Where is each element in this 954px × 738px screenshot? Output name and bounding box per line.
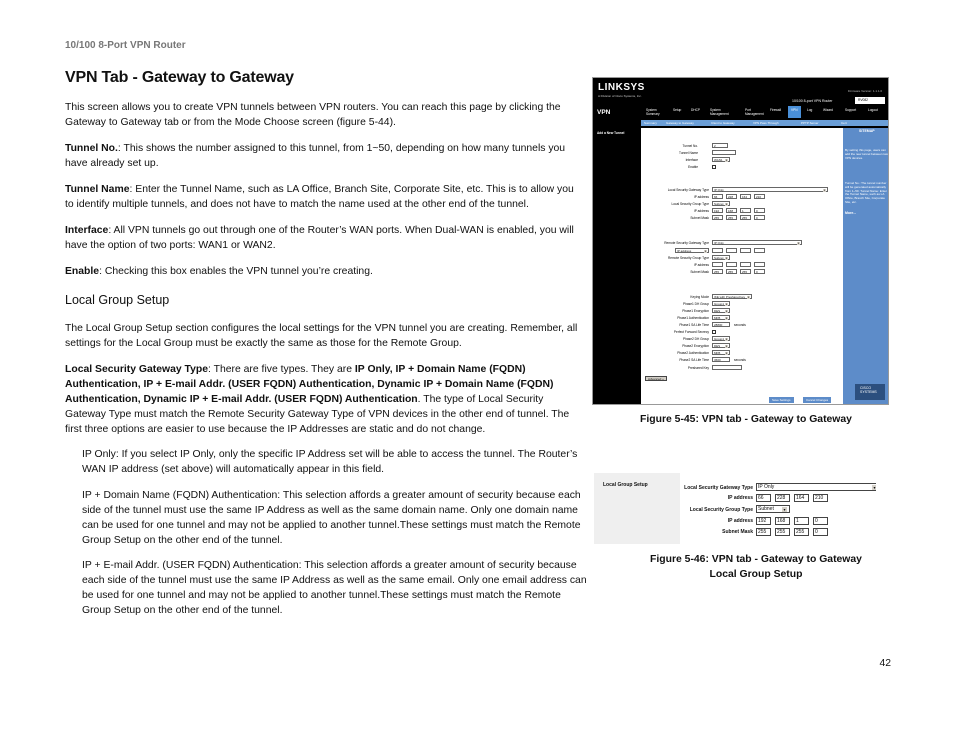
- option: IP + E-mail Addr. (USER FQDN) Authentication: [143, 379, 372, 390]
- cancel-changes-button[interactable]: Cancel Changes: [803, 397, 831, 403]
- firmware-version: Firmware Version: 1.1.1.0: [847, 89, 882, 93]
- rg-ip-octet-3[interactable]: [740, 248, 751, 253]
- keying-mode-label: Keying Mode: [690, 295, 709, 299]
- chevron-down-icon: ▾: [823, 188, 826, 192]
- p1auth-value: MD5: [714, 316, 721, 320]
- chevron-down-icon: ▾: [725, 337, 728, 341]
- rg-ip-octet-2[interactable]: [726, 248, 737, 253]
- local-group-title: Local Group Setup: [598, 185, 627, 189]
- sep: ,: [137, 379, 144, 390]
- sep: ,: [137, 394, 144, 405]
- ip-email-paragraph: IP + E-mail Addr. (USER FQDN) Authentication: This selection affords a greater amount of security because each side of the tunnel must use the same IP Address as well as the same email. Only one email address can be used for one tunnel and may not be applied to another tunnel.These settings must match the Remote Group Setup on the other end of the tunnel.: [82, 560, 587, 616]
- p1enc-select[interactable]: [712, 308, 730, 313]
- more-link[interactable]: More...: [845, 211, 857, 215]
- cisco-logo: [855, 384, 885, 400]
- lsgt-label: Local Security Gateway Type: [684, 485, 753, 491]
- p2auth-value: MD5: [714, 351, 721, 355]
- menu-wizard[interactable]: Wizard: [823, 108, 833, 112]
- model-box: [855, 97, 885, 104]
- p2dh-select[interactable]: [712, 336, 730, 341]
- menu-setup[interactable]: Setup: [673, 108, 682, 112]
- ip-octet-3[interactable]: 164: [740, 194, 751, 199]
- subtab-gateway-to-gateway[interactable]: Gateway to Gateway: [666, 120, 694, 125]
- p1enc-value: DES: [714, 309, 721, 313]
- definition: : Enter the Tunnel Name, such as LA Office, Branch Site, Corporate Site, etc. This is to allow you to identify multiple tunnels, and does not have to match the name used at the other end of the tunnel.: [65, 184, 574, 210]
- term: Local Security Gateway Type: [65, 364, 209, 375]
- mask-label: Subnet Mask: [690, 216, 709, 220]
- figure-vpn-gateway-screenshot: [592, 77, 889, 405]
- ip-octet-1[interactable]: 66: [756, 494, 771, 502]
- figure-local-group-screenshot: [594, 473, 876, 544]
- rg-type-value: Subnet: [714, 256, 724, 260]
- rg-type-label: Remote Security Group Type: [667, 256, 709, 260]
- submenu-bar: [641, 120, 889, 126]
- lg-ip-octet-1[interactable]: 192: [712, 208, 723, 213]
- lsgt-select[interactable]: [756, 483, 876, 491]
- interface-paragraph: [65, 223, 585, 253]
- model-value: RV082: [858, 98, 869, 102]
- term: Interface: [65, 225, 109, 236]
- lg-type-label: Local Security Group Type: [671, 202, 709, 206]
- menu-system-summary[interactable]: System Summary: [646, 108, 660, 116]
- rg-mask-octet-4[interactable]: 0: [754, 269, 765, 274]
- rg-ip2-octet-2[interactable]: [726, 262, 737, 267]
- add-tunnel-label: Add a New Tunnel: [597, 131, 625, 135]
- advanced-button[interactable]: Advanced +: [645, 376, 667, 381]
- ip-octet-4[interactable]: 210: [813, 494, 828, 502]
- text: . The type of Local Security Gateway Type must match the Remote Security Gateway Type of VPN devices in the other end of tunnel. The first three options are easier to use because the IP Addresses are static and do not change.: [65, 394, 570, 435]
- lsg-label: Local Security Group Type: [689, 507, 753, 513]
- ip2-octet-2[interactable]: 168: [775, 517, 790, 525]
- caption-line-1: Figure 5-46: VPN tab - Gateway to Gateway: [650, 554, 862, 565]
- ip-octet-2[interactable]: 228: [775, 494, 790, 502]
- lg-ip-octet-4[interactable]: 0: [754, 208, 765, 213]
- term: Enable: [65, 266, 100, 277]
- option: Dynamic IP + Domain Name (FQDN) Authentication: [65, 379, 554, 405]
- menu-vpn[interactable]: VPN: [791, 108, 798, 112]
- rg-mask-label: Subnet Mask: [690, 270, 709, 274]
- ip-octet-4[interactable]: 210: [754, 194, 765, 199]
- definition: : This shows the number assigned to this tunnel, from 1~50, depending on how many tunnels you have already set up.: [65, 143, 566, 169]
- lg-type-select[interactable]: [712, 201, 730, 206]
- chevron-down-icon: ▾: [725, 302, 728, 306]
- lsg-select[interactable]: [756, 505, 790, 513]
- enable-paragraph: [65, 264, 585, 279]
- chevron-down-icon: ▾: [725, 256, 728, 260]
- rsgt-value: IP Only: [714, 241, 724, 245]
- interface-value: WAN1: [714, 158, 723, 162]
- subtab-summary[interactable]: Summary: [644, 120, 657, 125]
- option: Dynamic IP + E-mail Addr. (USER FQDN) Authentication: [143, 394, 418, 405]
- ip2-octet-3[interactable]: 1: [794, 517, 809, 525]
- chevron-down-icon: ▾: [725, 351, 728, 355]
- figure1-caption: Figure 5-45: VPN tab - Gateway to Gateway: [640, 414, 852, 425]
- ip2-octet-1[interactable]: 192: [756, 517, 771, 525]
- ip-only-paragraph: IP Only: If you select IP Only, only the specific IP Address set will be able to access the tunnel. The Router’s WAN IP address (set above) will automatically appear in this field.: [82, 449, 578, 475]
- help-column: [843, 128, 889, 405]
- help-text: By setting this page, users can add the new tunnel between two VPN devices.: [845, 148, 889, 160]
- p1life-input[interactable]: 28800: [712, 322, 730, 327]
- rg-ip-octet-4[interactable]: [754, 248, 765, 253]
- lsgt-select[interactable]: [712, 187, 828, 192]
- interface-label: Interface: [685, 158, 698, 162]
- ip-octet-2[interactable]: 228: [726, 194, 737, 199]
- tunnel-name-paragraph: [65, 182, 585, 212]
- ip-label: IP address: [727, 495, 753, 501]
- mask-octet-4[interactable]: 0: [813, 528, 828, 536]
- enable-checkbox[interactable]: [712, 165, 716, 169]
- ip2-label: IP address: [727, 518, 753, 524]
- rg-mask-octet-1[interactable]: 255: [712, 269, 723, 274]
- rg-ip-label: IP address: [693, 263, 709, 267]
- chevron-down-icon: ▾: [704, 249, 707, 253]
- p1dh-label: Phase1 DH Group: [682, 302, 709, 306]
- psk-input[interactable]: [712, 365, 742, 370]
- p2life-input[interactable]: 3600: [712, 357, 730, 362]
- lsgt-label: Local Security Gateway Type: [667, 188, 709, 192]
- menu-port-management[interactable]: Port Management: [745, 108, 764, 116]
- p2enc-select[interactable]: [712, 343, 730, 348]
- menu-logout[interactable]: Logout: [868, 108, 878, 112]
- lg-ip-octet-3[interactable]: 1: [740, 208, 751, 213]
- tunnel-no-field: 2: [712, 143, 728, 148]
- mask-octet-1[interactable]: 255: [756, 528, 771, 536]
- running-header: 10/100 8-Port VPN Router: [65, 40, 186, 51]
- subtab-vpn-pass-through[interactable]: VPN Pass Through: [753, 120, 779, 125]
- lsg-value: Subnet: [758, 506, 774, 512]
- keying-mode-select[interactable]: [712, 294, 752, 299]
- rg-ip-octet-1[interactable]: [712, 248, 723, 253]
- p2enc-value: DES: [714, 344, 721, 348]
- linksys-logo: LINKSYS: [598, 82, 645, 93]
- rg-ip2-octet-3[interactable]: [740, 262, 751, 267]
- ip2-octet-4[interactable]: 0: [813, 517, 828, 525]
- ip-octet-1[interactable]: 66: [712, 194, 723, 199]
- rg-mask-octet-3[interactable]: 255: [740, 269, 751, 274]
- p2auth-label: Phase2 Authentication: [677, 351, 709, 355]
- option: IP + Domain Name (FQDN) Authentication: [65, 364, 526, 390]
- menu-dhcp[interactable]: DHCP: [691, 108, 701, 112]
- ipsec-title: IPSec Setup: [598, 292, 617, 296]
- menu-system-management[interactable]: System Management: [710, 108, 729, 116]
- p1dh-select[interactable]: [712, 301, 730, 306]
- keying-mode-value: IKE with Preshared key: [714, 295, 746, 299]
- menu-log[interactable]: Log: [807, 108, 813, 112]
- ip-domain-paragraph: IP + Domain Name (FQDN) Authentication: This selection affords a greater amount of security because each side of the tunnel must use the same IP Address as well as the same domain name. Only one domain name can be used for one tunnel and may not be applied to another tunnel.These settings must match the Remote Group Setup on the other end of the tunnel.: [82, 490, 581, 546]
- psk-label: Preshared Key: [687, 366, 709, 370]
- chevron-down-icon: ▾: [725, 202, 728, 206]
- p1life-label: Phase1 SA Life Time: [679, 323, 709, 327]
- pfs-label: Perfect Forward Secrecy: [673, 330, 709, 334]
- local-group-intro: The Local Group Setup section configures the local settings for the VPN tunnel you are creating. Remember, all settings for the Local Group must be exactly the same as those for the Remote Group.: [65, 323, 578, 349]
- sep: ,: [371, 379, 378, 390]
- mask-octet-2[interactable]: 255: [726, 215, 737, 220]
- chevron-down-icon: ▾: [783, 507, 786, 512]
- rsgt-select[interactable]: [712, 240, 802, 245]
- pfs-checkbox[interactable]: [712, 330, 716, 334]
- cisco-label: CISCO SYSTEMS: [860, 386, 877, 394]
- local-group-heading: Local Group Setup: [65, 293, 170, 307]
- model-label: 10/100 8-port VPN Router: [792, 99, 833, 103]
- left-column: [593, 128, 641, 405]
- ip-mode-value: IP address: [677, 249, 692, 253]
- save-settings-button[interactable]: Save Settings: [769, 397, 794, 403]
- menu-firewall[interactable]: Firewall: [770, 108, 781, 112]
- chevron-down-icon: ▾: [725, 309, 728, 313]
- p2dh-value: Group1: [714, 337, 725, 341]
- remote-group-title: Remote Group Setup: [598, 239, 630, 243]
- p2life-label: Phase2 SA Life Time: [679, 358, 709, 362]
- p1life-unit: seconds: [734, 323, 746, 327]
- caption-line-2: Local Group Setup: [709, 569, 803, 580]
- p1auth-label: Phase1 Authentication: [677, 316, 709, 320]
- rg-ip2-octet-1[interactable]: [712, 262, 723, 267]
- mask-octet-3[interactable]: 255: [794, 528, 809, 536]
- p2life-unit: seconds: [734, 358, 746, 362]
- tunnel-no-paragraph: [65, 141, 585, 171]
- page-number: 42: [879, 658, 891, 669]
- definition: : Checking this box enables the VPN tunnel you’re creating.: [99, 266, 373, 277]
- section-label: VPN: [597, 109, 611, 116]
- subtab-cert[interactable]: Cert: [841, 120, 847, 125]
- chevron-down-icon: ▾: [725, 316, 728, 320]
- rsgt-label: Remote Security Gateway Type: [664, 241, 709, 245]
- term: Tunnel Name: [65, 184, 130, 195]
- term: Tunnel No.: [65, 143, 118, 154]
- chevron-down-icon: ▾: [725, 158, 728, 162]
- menu-support[interactable]: Support: [845, 108, 857, 112]
- sitemap-link[interactable]: SITEMAP: [859, 129, 875, 133]
- ip-mode-select[interactable]: [675, 248, 709, 253]
- local-group-title: Local Group Setup: [603, 482, 648, 488]
- page-title: VPN Tab - Gateway to Gateway: [65, 69, 294, 86]
- mask-label: Subnet Mask: [722, 529, 753, 535]
- lg-ip-label: IP address: [693, 209, 709, 213]
- mask-octet-1[interactable]: 255: [712, 215, 723, 220]
- rg-type-select[interactable]: [712, 255, 730, 260]
- definition: : All VPN tunnels go out through one of the Router’s WAN ports. When Dual-WAN is enabled, you will have the option of two ports: WAN1 or WAN2.: [65, 225, 574, 251]
- chevron-down-icon: ▾: [725, 344, 728, 348]
- mask-octet-2[interactable]: 255: [775, 528, 790, 536]
- ip-octet-3[interactable]: 164: [794, 494, 809, 502]
- tunnel-no-label: Tunnel No.: [682, 144, 698, 148]
- figure2-caption: [615, 552, 897, 582]
- interface-select[interactable]: [712, 157, 730, 162]
- intro-paragraph: This screen allows you to create VPN tunnels between VPN routers. You can reach this page by clicking the Gateway to Gateway tab or from the Mode Choose screen (figure 5-44).: [65, 102, 561, 128]
- lsgt-paragraph: [65, 362, 585, 437]
- option: IP Only: [354, 364, 390, 375]
- mask-octet-3[interactable]: 255: [740, 215, 751, 220]
- chevron-down-icon: ▾: [797, 241, 800, 245]
- tunnel-name-input[interactable]: [712, 150, 736, 155]
- logo-subtitle: A Division of Cisco Systems, Inc.: [598, 94, 642, 98]
- mask-octet-4[interactable]: 0: [754, 215, 765, 220]
- text: : There are five types. They are: [208, 364, 355, 375]
- p1auth-select[interactable]: [712, 315, 730, 320]
- p2auth-select[interactable]: [712, 350, 730, 355]
- rg-mask-octet-2[interactable]: 255: [726, 269, 737, 274]
- lg-type-value: Subnet: [714, 202, 724, 206]
- help-text-2: Tunnel No.: The tunnel number will be generated automatically from 1~50. Tunnel Name: Enter the Tunnel Name, such as LA Office, Branch Site, Corporate Site, etc.: [845, 181, 887, 204]
- p2dh-label: Phase2 DH Group: [682, 337, 709, 341]
- rg-ip2-octet-4[interactable]: [754, 262, 765, 267]
- p1dh-value: Group1: [714, 302, 725, 306]
- ip-label: IP address: [693, 195, 709, 199]
- sep: ,: [389, 364, 396, 375]
- chevron-down-icon: ▾: [873, 485, 876, 490]
- lg-ip-octet-2[interactable]: 168: [726, 208, 737, 213]
- p2enc-label: Phase2 Encryption: [682, 344, 709, 348]
- chevron-down-icon: ▾: [747, 295, 750, 299]
- enable-label: Enable: [688, 165, 698, 169]
- tunnel-name-label: Tunnel Name: [678, 151, 698, 155]
- lsgt-value: IP Only: [758, 484, 775, 490]
- subtab-pptp-server[interactable]: PPTP Server: [801, 120, 819, 125]
- lsgt-value: IP Only: [714, 188, 724, 192]
- p1enc-label: Phase1 Encryption: [682, 309, 709, 313]
- subtab-client-to-gateway[interactable]: Client to Gateway: [711, 120, 735, 125]
